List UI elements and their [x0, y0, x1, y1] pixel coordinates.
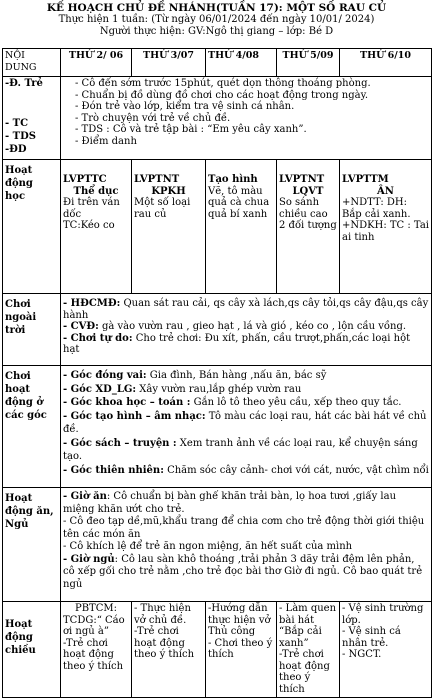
hoc-day-5: LVPTTM ÂN +NDTT: DH: Bắp cải xanh. +NDKH: TC : Tai ai tinh: [340, 160, 432, 294]
hoc-day-4: LVPTNT LQVT So sánh chiều cao 2 đối tượng: [277, 160, 340, 294]
hoc-day-3: Tạo hình Vẽ, tô màu quả cà chua quả bí xanh: [206, 160, 277, 294]
hoat-dong-hoc-row: [3, 160, 432, 294]
schedule-table: [2, 48, 432, 698]
day-header-3: THỨ 4/08: [206, 49, 277, 77]
plan-title: KẾ HOẠCH CHỦ ĐỀ NHÁNH(TUẦN 17): MỘT SỐ RAU CỦ: [46, 2, 387, 14]
content-column-header: NỘI DUNG: [3, 49, 61, 77]
an-ngu-label: Hoạt động ăn, Ngủ: [3, 488, 61, 602]
plan-header: [0, 0, 433, 38]
hoat-dong-chieu-row: [3, 602, 432, 698]
day-header-1: THỨ 2/ 06: [61, 49, 132, 77]
day-header-2: THỨ 3/07: [132, 49, 206, 77]
header-row: [3, 49, 432, 77]
choi-ngoai-troi-label: Chơi ngoài trời: [3, 294, 61, 366]
choi-ngoai-troi-content: - HĐCMĐ: Quan sát rau cải, qs cây xà lách,qs cây tỏi,qs cây đậu,qs cây hành - CVĐ: gà vào vườn rau , gieo hạt , lá và gió , kéo co , lộn cầu vồng. - Chơi tự do: Cho trẻ chơi: Đu xít, phấn, cầu trượt,phấn,các loại hột hạt: [61, 294, 432, 366]
hoc-day-1: LVPTTC Thể dục Đi trên ván dốc TC:Kéo co: [61, 160, 132, 294]
choi-goc-content: - Góc đóng vai: Gia đình, Bán hàng ,nấu ăn, bác sỹ - Góc XD_LG: Xây vườn rau,lắp ghép vườn rau - Góc khoa học – toán : Gắn lô tô theo yêu cầu, xếp theo quy tắc. - Góc tạo hình – âm nhạc: Tô màu các loại rau, hát các bài hát về chủ đề. - Góc sách – truyện : Xem tranh ảnh về các loại rau, kể chuyện sáng tạo. - Góc thiên nhiên: Chăm sóc cây cảnh- chơi với cát, nước, vật chìm nổi: [61, 366, 432, 488]
an-ngu-content: - Giờ ăn: Cô chuẩn bị bàn ghế khăn trải bàn, lọ hoa tươi ,giấy lau miệng khăn ướt cho trẻ. - Cô đeo tạp dề,mũ,khẩu trang để chia cơm cho trẻ động thời giới thiệu tên các món ăn - Cô khích lệ để trẻ ăn ngon miệng, ăn hết suất của mình - Giờ ngủ: Cô lau sàn khô thoáng ,trải phản 3 dãy trải đệm lên phản, cô xếp gối cho trẻ nằm ,cho trẻ đọc bài thơ Giờ đi ngủ. Cô bao quát trẻ ngủ: [61, 488, 432, 602]
day-header-5: THỨ 6/10: [340, 49, 432, 77]
choi-ngoai-troi-row: [3, 294, 432, 366]
choi-goc-row: [3, 366, 432, 488]
don-tre-content: - Cô đến sớm trước 15phút, quét dọn thông thoáng phòng. - Chuẩn bị đồ dùng đồ chơi cho các hoạt động trong ngày. - Đón trẻ vào lớp, kiểm tra vệ sinh cá nhân. - Trò chuyện với trẻ về chủ đề. - TDS : Cô và trẻ tập bài : “Em yêu cây xanh”. - Điểm danh: [61, 77, 432, 160]
an-ngu-row: [3, 488, 432, 602]
don-tre-labels: -Đ. Trẻ - TC - TDS -ĐD: [3, 77, 61, 160]
chieu-day-5: - Vệ sinh trường lớp. - Vệ sinh cá nhân trẻ. - NGCT.: [340, 602, 432, 698]
plan-period: Thực hiện 1 tuần: (Từ ngày 06/01/2024 đến ngày 10/01/ 2024): [58, 14, 375, 25]
day-header-4: THỨ 5/09: [277, 49, 340, 77]
hoat-dong-hoc-label: Hoạt động học: [3, 160, 61, 294]
chieu-day-3: -Hướng dẫn thực hiện vở Thủ công - Chơi theo ý thích: [206, 602, 277, 698]
choi-goc-label: Chơi hoạt động ở các góc: [3, 366, 61, 488]
chieu-day-1: PBTCM: TCDG:“ Cáo ơi ngủ à” -Trẻ chơi hoạt động theo ý thích: [61, 602, 132, 698]
chieu-day-4: - Làm quen bài hát “Bắp cải xanh” -Trẻ chơi hoạt động theo ý thích: [277, 602, 340, 698]
don-tre-row: [3, 77, 432, 160]
hoat-dong-chieu-label: Hoạt động chiều: [3, 602, 61, 698]
chieu-day-2: - Thực hiện vở chủ đề. -Trẻ chơi hoạt động theo ý thích: [132, 602, 206, 698]
hoc-day-2: LVPTNT KPKH Một số loại rau củ: [132, 160, 206, 294]
plan-teacher: Người thực hiện: GV:Ngô thị giang – lớp: Bé D: [99, 26, 334, 37]
